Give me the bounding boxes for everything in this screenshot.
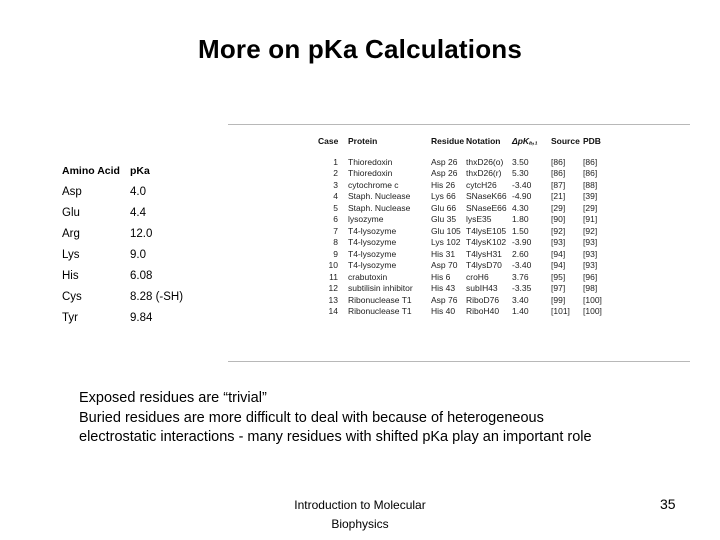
delta-pka-cell: 4.30 bbox=[512, 202, 529, 213]
delta-pka-cell: -4.90 bbox=[512, 191, 532, 202]
protein-cell: T4-lysozyme bbox=[348, 225, 397, 236]
col-header-delta-pka: ΔpKₐ,₁ bbox=[512, 136, 538, 146]
pdb-cell: [86] bbox=[583, 168, 598, 179]
table-row bbox=[318, 156, 619, 168]
source-cell: [29] bbox=[551, 202, 566, 213]
case-number-cell: 12 bbox=[328, 283, 338, 294]
source-cell: [92] bbox=[551, 225, 566, 236]
col-header-pka: pKa bbox=[130, 164, 150, 177]
pka-value-cell: 8.28 (-SH) bbox=[130, 290, 184, 303]
amino-acid-pka-table bbox=[62, 160, 200, 328]
delta-pka-cell: -3.90 bbox=[512, 237, 532, 248]
notation-cell: T4lysH31 bbox=[466, 248, 502, 259]
residue-cell: His 43 bbox=[431, 283, 456, 294]
source-cell: [90] bbox=[551, 214, 566, 225]
col-header-residue: Residue bbox=[431, 136, 465, 146]
pdb-cell: [86] bbox=[583, 156, 598, 167]
notation-cell: cytcH26 bbox=[466, 179, 497, 190]
protein-cell: Staph. Nuclease bbox=[348, 191, 411, 202]
delta-pka-cell: -3.35 bbox=[512, 283, 532, 294]
notation-cell: T4lysK102 bbox=[466, 237, 507, 248]
pdb-cell: [29] bbox=[583, 202, 598, 213]
delta-pka-cell: -3.40 bbox=[512, 260, 532, 271]
top-rule bbox=[228, 124, 690, 125]
notation-cell: SNaseK66 bbox=[466, 191, 507, 202]
protein-cell: subtilisin inhibitor bbox=[348, 283, 413, 294]
protein-cell: Thioredoxin bbox=[348, 168, 393, 179]
protein-cell: Staph. Nuclease bbox=[348, 202, 411, 213]
residue-cell: Glu 105 bbox=[431, 225, 461, 236]
protein-cell: T4-lysozyme bbox=[348, 237, 397, 248]
source-cell: [95] bbox=[551, 271, 566, 282]
residue-cell: Asp 26 bbox=[431, 156, 458, 167]
protein-cell: cytochrome c bbox=[348, 179, 399, 190]
amino-acid-cell: Tyr bbox=[62, 311, 78, 324]
amino-acid-cell: Cys bbox=[62, 290, 82, 303]
residue-cell: Asp 26 bbox=[431, 168, 458, 179]
protein-cell: Ribonuclease T1 bbox=[348, 306, 412, 317]
amino-acid-cell: Lys bbox=[62, 248, 80, 261]
pdb-cell: [100] bbox=[583, 306, 602, 317]
col-header-protein: Protein bbox=[348, 136, 378, 146]
protein-cell: T4-lysozyme bbox=[348, 260, 397, 271]
pdb-cell: [98] bbox=[583, 283, 598, 294]
table-row bbox=[62, 244, 200, 265]
delta-pka-cell: 3.76 bbox=[512, 271, 529, 282]
residue-cell: Asp 76 bbox=[431, 294, 458, 305]
pka-value-cell: 9.84 bbox=[130, 311, 153, 324]
case-table-panel bbox=[228, 124, 690, 362]
table-row bbox=[62, 286, 200, 307]
table-row bbox=[62, 223, 200, 244]
source-cell: [21] bbox=[551, 191, 566, 202]
pdb-cell: [91] bbox=[583, 214, 598, 225]
delta-pka-cell: -3.40 bbox=[512, 179, 532, 190]
protein-cell: T4-lysozyme bbox=[348, 248, 397, 259]
table-row bbox=[318, 237, 619, 249]
table-row bbox=[318, 202, 619, 214]
source-cell: [87] bbox=[551, 179, 566, 190]
col-header-case: Case bbox=[318, 136, 339, 146]
protein-cell: Ribonuclease T1 bbox=[348, 294, 412, 305]
delta-pka-cell: 3.50 bbox=[512, 156, 529, 167]
notation-cell: T4lysE105 bbox=[466, 225, 507, 236]
case-number-cell: 5 bbox=[333, 202, 338, 213]
amino-acid-cell: Arg bbox=[62, 227, 80, 240]
amino-acid-cell: Asp bbox=[62, 185, 82, 198]
notation-cell: SNaseE66 bbox=[466, 202, 507, 213]
source-cell: [101] bbox=[551, 306, 570, 317]
pdb-cell: [100] bbox=[583, 294, 602, 305]
col-header-pdb: PDB bbox=[583, 136, 601, 146]
table-row bbox=[318, 168, 619, 180]
source-cell: [94] bbox=[551, 248, 566, 259]
residue-cell: His 31 bbox=[431, 248, 456, 259]
residue-cell: Glu 66 bbox=[431, 202, 457, 213]
notation-cell: RiboH40 bbox=[466, 306, 500, 317]
notation-cell: subIH43 bbox=[466, 283, 498, 294]
notation-cell: thxD26(o) bbox=[466, 156, 504, 167]
slide-title: More on pKa Calculations bbox=[197, 34, 523, 64]
footer-course-title bbox=[260, 496, 460, 534]
shifted-pka-case-table bbox=[318, 136, 619, 317]
source-cell: [99] bbox=[551, 294, 566, 305]
delta-pka-cell: 2.60 bbox=[512, 248, 529, 259]
table-row bbox=[318, 294, 619, 306]
pdb-cell: [39] bbox=[583, 191, 598, 202]
body-text bbox=[79, 389, 699, 448]
case-number-cell: 1 bbox=[333, 156, 338, 167]
pka-value-cell: 6.08 bbox=[130, 269, 153, 282]
pdb-cell: [92] bbox=[583, 225, 598, 236]
residue-cell: Lys 102 bbox=[431, 237, 461, 248]
pdb-cell: [88] bbox=[583, 179, 598, 190]
table-row bbox=[62, 181, 200, 202]
source-cell: [86] bbox=[551, 156, 566, 167]
delta-pka-cell: 1.40 bbox=[512, 306, 529, 317]
table-row bbox=[318, 191, 619, 203]
delta-pka-cell: 1.50 bbox=[512, 225, 529, 236]
case-number-cell: 4 bbox=[333, 191, 338, 202]
body-line: Exposed residues are “trivial” bbox=[79, 390, 267, 406]
table-row bbox=[318, 271, 619, 283]
col-header-amino-acid: Amino Acid bbox=[62, 164, 120, 177]
delta-pka-cell: 1.80 bbox=[512, 214, 529, 225]
case-number-cell: 3 bbox=[333, 179, 338, 190]
amino-acid-cell: Glu bbox=[62, 206, 80, 219]
case-number-cell: 2 bbox=[333, 168, 338, 179]
col-header-source: Source bbox=[551, 136, 580, 146]
table-row bbox=[318, 260, 619, 272]
case-number-cell: 10 bbox=[328, 260, 338, 271]
protein-cell: crabutoxin bbox=[348, 271, 388, 282]
table-row bbox=[62, 307, 200, 328]
residue-cell: Asp 70 bbox=[431, 260, 458, 271]
residue-cell: His 6 bbox=[431, 271, 451, 282]
pdb-cell: [93] bbox=[583, 248, 598, 259]
notation-cell: T4lysD70 bbox=[466, 260, 502, 271]
protein-cell: Thioredoxin bbox=[348, 156, 393, 167]
case-number-cell: 8 bbox=[333, 237, 338, 248]
table-header-row bbox=[62, 160, 200, 181]
pdb-cell: [96] bbox=[583, 271, 598, 282]
source-cell: [86] bbox=[551, 168, 566, 179]
case-number-cell: 14 bbox=[328, 306, 338, 317]
source-cell: [97] bbox=[551, 283, 566, 294]
residue-cell: His 26 bbox=[431, 179, 456, 190]
table-row bbox=[62, 265, 200, 286]
body-line: electrostatic interactions - many residues with shifted pKa play an important role bbox=[79, 429, 592, 445]
residue-cell: Glu 35 bbox=[431, 214, 457, 225]
case-number-cell: 7 bbox=[333, 225, 338, 236]
footer-line: Biophysics bbox=[331, 517, 389, 531]
case-number-cell: 13 bbox=[328, 294, 338, 305]
table-header-row bbox=[318, 136, 619, 156]
case-number-cell: 11 bbox=[329, 271, 338, 282]
col-header-notation: Notation bbox=[466, 136, 501, 146]
pdb-cell: [93] bbox=[583, 260, 598, 271]
table-row bbox=[318, 214, 619, 226]
body-line: Buried residues are more difficult to deal with because of heterogeneous bbox=[79, 409, 544, 426]
page-number: 35 bbox=[660, 496, 676, 512]
protein-cell: lysozyme bbox=[348, 214, 384, 225]
delta-pka-cell: 3.40 bbox=[512, 294, 529, 305]
source-cell: [94] bbox=[551, 260, 566, 271]
notation-cell: croH6 bbox=[466, 271, 489, 282]
pdb-cell: [93] bbox=[583, 237, 598, 248]
pka-value-cell: 9.0 bbox=[130, 248, 146, 261]
table-row bbox=[318, 248, 619, 260]
table-row bbox=[318, 179, 619, 191]
table-row bbox=[318, 306, 619, 318]
pka-value-cell: 4.0 bbox=[130, 185, 146, 198]
pka-value-cell: 4.4 bbox=[130, 206, 146, 219]
residue-cell: His 40 bbox=[431, 306, 456, 317]
footer-line: Introduction to Molecular bbox=[294, 498, 426, 512]
table-row bbox=[62, 202, 200, 223]
residue-cell: Lys 66 bbox=[431, 191, 456, 202]
notation-cell: RiboD76 bbox=[466, 294, 500, 305]
delta-pka-cell: 5.30 bbox=[512, 168, 529, 179]
table-row bbox=[318, 283, 619, 295]
bottom-rule bbox=[228, 361, 690, 362]
table-row bbox=[318, 225, 619, 237]
case-number-cell: 9 bbox=[333, 248, 338, 259]
amino-acid-cell: His bbox=[62, 269, 79, 282]
case-number-cell: 6 bbox=[333, 214, 338, 225]
source-cell: [93] bbox=[551, 237, 566, 248]
pka-value-cell: 12.0 bbox=[130, 227, 153, 240]
notation-cell: thxD26(r) bbox=[466, 168, 502, 179]
notation-cell: lysE35 bbox=[466, 214, 492, 225]
